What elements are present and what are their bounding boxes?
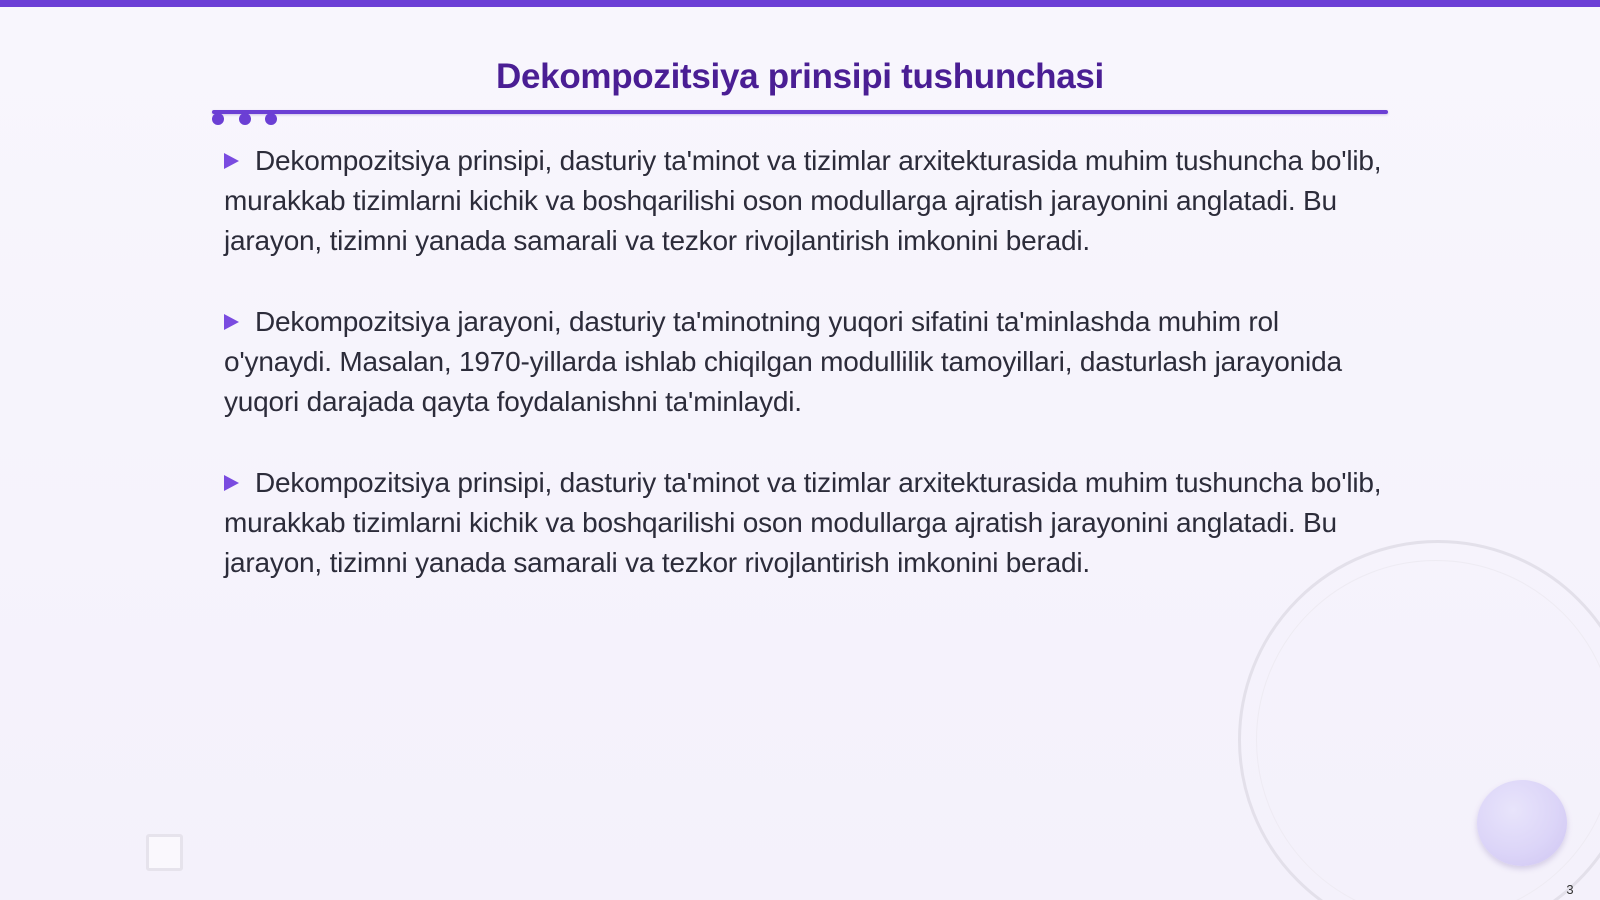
bullet-text: Dekompozitsiya jarayoni, dasturiy ta'minotning yuqori sifatini ta'minlashda muhim rol o'ynaydi. Masalan, 1970-yillarda ishlab chiqilgan modullilik tamoyillari, dasturlash jarayonida yuqori darajada qayta foydalanishni ta'minlaydi. xyxy=(224,306,1342,417)
decorative-square xyxy=(146,834,183,871)
decorative-dot xyxy=(239,113,251,125)
top-accent-bar xyxy=(0,0,1600,7)
bullet-text: Dekompozitsiya prinsipi, dasturiy ta'minot va tizimlar arxitekturasida muhim tushuncha bo'lib, murakkab tizimlarni kichik va boshqarilishi oson modullarga ajratish jarayonini anglatadi. Bu jarayon, tizimni yanada samarali va tezkor rivojlantirish imkonini beradi. xyxy=(224,467,1382,578)
play-triangle-icon xyxy=(224,314,239,330)
play-triangle-icon xyxy=(224,475,239,491)
decorative-orb xyxy=(1477,780,1567,866)
title-underline xyxy=(212,110,1388,114)
bullet-text: Dekompozitsiya prinsipi, dasturiy ta'minot va tizimlar arxitekturasida muhim tushuncha bo'lib, murakkab tizimlarni kichik va boshqarilishi oson modullarga ajratish jarayonini anglatadi. Bu jarayon, tizimni yanada samarali va tezkor rivojlantirish imkonini beradi. xyxy=(224,145,1382,256)
bullet-item xyxy=(224,302,1384,422)
play-triangle-icon xyxy=(224,153,239,169)
decorative-dot xyxy=(212,113,224,125)
bullet-list xyxy=(224,141,1384,624)
page-number: 3 xyxy=(1566,882,1574,897)
decorative-dot xyxy=(265,113,277,125)
bullet-item xyxy=(224,463,1384,583)
bullet-item xyxy=(224,141,1384,261)
slide-title: Dekompozitsiya prinsipi tushunchasi xyxy=(496,57,1104,96)
